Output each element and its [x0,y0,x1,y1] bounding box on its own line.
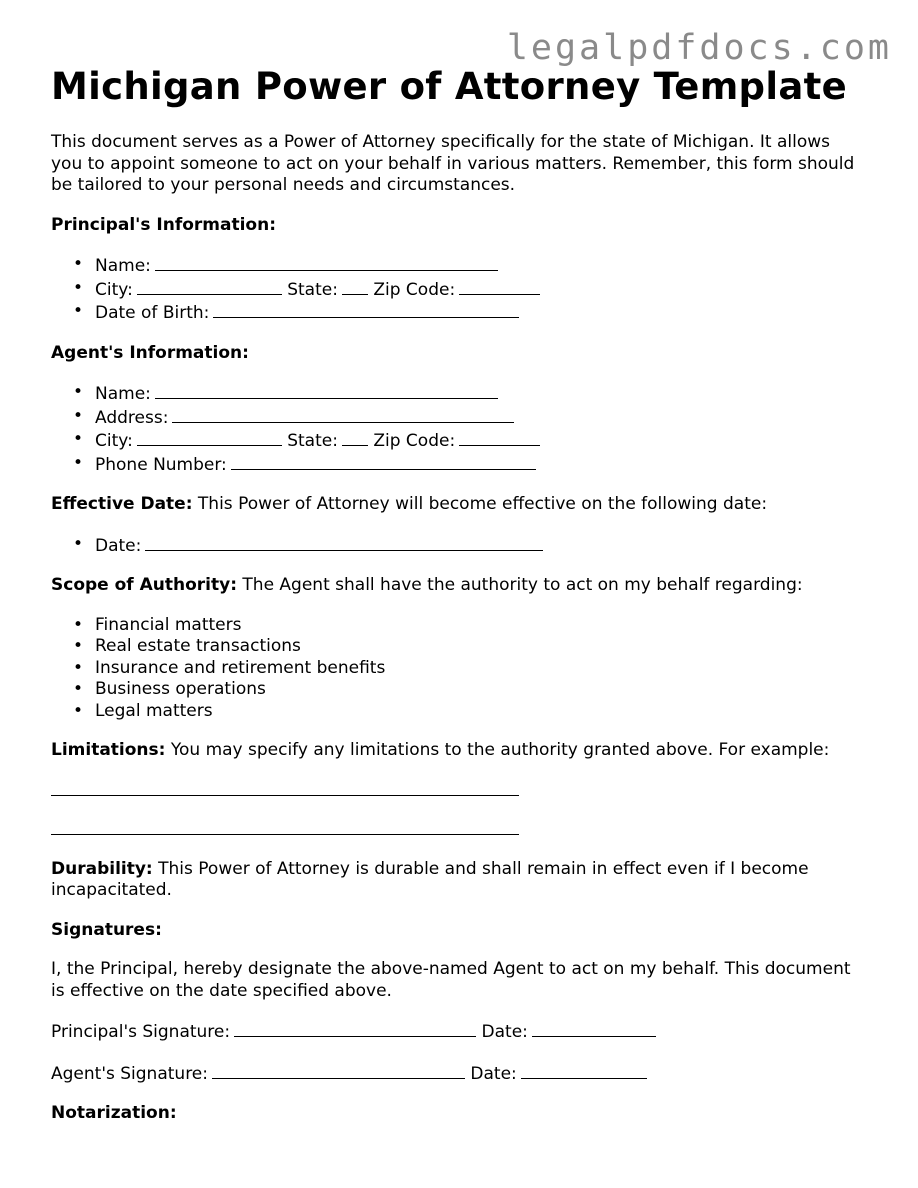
agent-city-label: City: [95,431,133,451]
agent-name-row [95,382,861,406]
principal-state-field[interactable] [342,278,368,295]
agent-name-label: Name: [95,384,151,404]
scope-text: The Agent shall have the authority to act on my behalf regarding: [242,575,803,595]
principal-fields [51,254,861,325]
agent-city-field[interactable] [137,429,282,446]
durability-paragraph [51,859,861,902]
effective-heading: Effective Date: [51,494,193,514]
signatures-heading: Signatures: [51,919,162,940]
scope-paragraph [51,575,861,597]
principal-name-field[interactable] [155,254,498,271]
principal-zip-label: Zip Code: [373,279,456,300]
effective-fields [51,534,861,558]
list-item: • Financial matters [95,615,861,637]
agent-address-field[interactable] [172,406,514,423]
list-item: • Real estate transactions [95,636,861,658]
principal-signature-date-label: Date: [481,1022,528,1042]
agent-zip-field[interactable] [459,429,540,446]
list-item: • Legal matters [95,701,861,723]
agent-signature-date-label: Date: [470,1063,517,1084]
limitation-line-2-row [51,819,861,841]
intro-paragraph: This document serves as a Power of Attorney specifically for the state of Michigan. It allows you to appoint someone to act on your behalf in various matters. Remember, this form should be tailored to your personal needs and circumstances. [51,132,855,195]
limitation-line-1[interactable] [51,780,519,796]
durability-text: This Power of Attorney is durable and shall remain in effect even if I become incapacitated. [51,858,809,900]
limitations-text: You may specify any limitations to the authority granted above. For example: [170,740,830,760]
principal-dob-field[interactable] [213,301,519,318]
principal-city-label: City: [95,279,133,300]
principal-location-row [95,278,861,302]
principal-name-label: Name: [95,256,151,276]
agent-location-row [95,429,861,453]
list-item: • Insurance and retirement benefits [95,658,861,680]
agent-zip-label: Zip Code: [373,431,456,451]
limitations-heading: Limitations: [51,740,166,760]
effective-paragraph [51,494,861,516]
agent-signature-label: Agent's Signature: [51,1063,208,1084]
principal-dob-label: Date of Birth: [95,303,210,323]
principal-signature-label: Principal's Signature: [51,1022,231,1042]
principal-signature-field[interactable] [234,1020,476,1037]
agent-fields [51,382,861,476]
principal-city-field[interactable] [137,278,282,295]
notarization-heading: Notarization: [51,1103,177,1123]
effective-text: This Power of Attorney will become effective on the following date: [197,494,768,514]
scope-list [51,615,861,723]
agent-address-label: Address: [95,407,169,428]
agent-state-field[interactable] [342,429,368,446]
limitation-line-2[interactable] [51,819,519,835]
principal-signature-row [51,1020,861,1044]
agent-phone-field[interactable] [231,453,536,470]
page-title: Michigan Power of Attorney Template [51,65,847,108]
agent-signature-field[interactable] [212,1062,465,1079]
principal-signature-date-field[interactable] [532,1020,656,1037]
agent-signature-date-field[interactable] [521,1062,647,1079]
list-item: • Business operations [95,679,861,701]
document-page [51,62,861,1125]
principal-state-label: State: [287,279,338,300]
effective-date-row [95,534,861,558]
watermark: legalpdfdocs.com [506,28,892,68]
principal-name-row [95,254,861,278]
effective-date-label: Date: [95,535,142,556]
principal-dob-row [95,301,861,325]
principal-zip-field[interactable] [459,278,540,295]
agent-name-field[interactable] [155,382,498,399]
agent-signature-row [51,1062,861,1086]
durability-heading: Durability: [51,858,153,879]
principal-heading: Principal's Information: [51,214,276,235]
effective-date-field[interactable] [145,534,543,551]
limitation-line-1-row [51,780,861,802]
agent-phone-row [95,453,861,477]
agent-address-row [95,406,861,430]
agent-phone-label: Phone Number: [95,454,227,475]
limitations-paragraph [51,740,861,762]
signatures-text: I, the Principal, hereby designate the above-named Agent to act on my behalf. This document is effective on the date specified above. [51,959,851,1001]
agent-heading: Agent's Information: [51,342,249,363]
scope-heading: Scope of Authority: [51,575,237,595]
agent-state-label: State: [287,431,338,451]
